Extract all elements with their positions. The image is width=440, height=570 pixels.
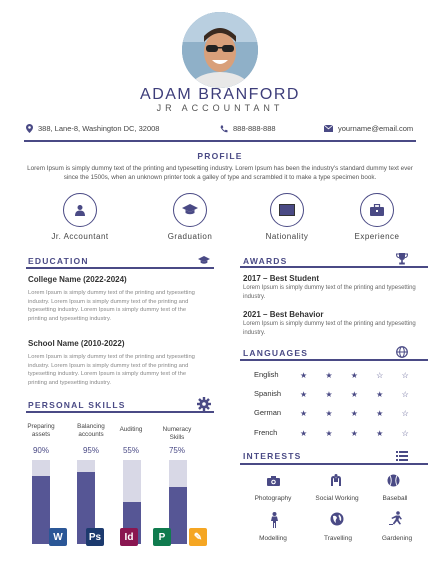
highlight-label: Jr. Accountant xyxy=(51,232,109,241)
award-text: Lorem Ipsum is simply dummy text of the printing and typesetting industry. xyxy=(243,285,416,300)
skill-label: Auditing xyxy=(119,426,143,433)
phone-text: 888-888-888 xyxy=(233,124,276,133)
job-title: JR ACCOUNTANT xyxy=(156,103,284,113)
indesign-icon: Id xyxy=(120,528,138,546)
languages-title: LANGUAGES xyxy=(243,348,309,358)
skill-percent: 95% xyxy=(82,446,99,455)
highlight-item xyxy=(242,193,332,241)
hands-icon xyxy=(330,474,342,487)
highlight-item xyxy=(145,193,235,241)
interest-label: Photography xyxy=(254,495,292,502)
envelope-icon xyxy=(324,125,333,132)
highlight-circle xyxy=(63,193,97,227)
camera-icon xyxy=(267,476,280,486)
photoshop-icon: Ps xyxy=(86,528,104,546)
gear-icon xyxy=(197,397,211,411)
skill-label: Balancing accounts xyxy=(77,423,105,438)
language-rating: ★ ★ ★ ★ ☆ xyxy=(300,409,417,418)
highlight-label: Experience xyxy=(354,232,400,241)
graduation-cap-icon xyxy=(182,204,198,216)
skills-divider xyxy=(26,411,214,413)
graduation-cap-icon xyxy=(198,256,210,265)
contact-address xyxy=(26,124,159,133)
language-rating: ★ ★ ★ ☆ ☆ xyxy=(300,371,417,380)
interest-label: Social Working xyxy=(315,495,359,502)
person-name: ADAM BRANFORD xyxy=(140,86,300,103)
award-text: Lorem Ipsum is simply dummy text of the printing and typesetting industry. xyxy=(243,321,416,336)
location-pin-icon xyxy=(26,124,33,133)
awards-divider xyxy=(240,266,428,268)
email-text: yourname@email.com xyxy=(338,124,414,133)
interests-title: INTERESTS xyxy=(243,451,302,461)
skill-label: Preparing assets xyxy=(27,423,55,438)
profile-photo xyxy=(182,12,258,88)
skills-title: PERSONAL SKILLS xyxy=(28,400,126,410)
highlight-item xyxy=(35,193,125,241)
address-text: 388, Lane-8, Washington DC, 32008 xyxy=(38,124,160,133)
highlight-label: Graduation xyxy=(167,232,213,241)
skill-label: Numeracy Skills xyxy=(162,426,192,441)
profile-title: PROFILE xyxy=(197,151,243,161)
school-name: School Name (2010-2022) xyxy=(28,339,125,348)
profile-text: Lorem Ipsum is simply dummy text of the printing and typesetting industry. Lorem Ipsum has been the industry's standard dummy text ever since the 1500s, when an unknown printer took a galley of type and scrambled it to make a type specimen book. xyxy=(27,165,413,181)
skill-bar-fill xyxy=(32,476,50,544)
phone-icon xyxy=(220,125,228,133)
education-title: EDUCATION xyxy=(28,256,89,266)
language-name: German xyxy=(254,408,282,417)
globe-icon xyxy=(396,346,408,358)
word-icon: W xyxy=(49,528,67,546)
language-name: English xyxy=(254,370,279,379)
model-icon xyxy=(269,512,280,528)
highlight-circle xyxy=(173,193,207,227)
skill-percent: 90% xyxy=(32,446,49,455)
skill-percent: 75% xyxy=(168,446,185,455)
contact-phone xyxy=(220,124,276,133)
award-name: 2017 – Best Student xyxy=(243,274,320,283)
highlight-circle xyxy=(270,193,304,227)
language-name: Spanish xyxy=(254,389,282,398)
skill-percent: 55% xyxy=(122,446,139,455)
contact-email xyxy=(324,124,413,133)
baseball-icon xyxy=(387,474,400,487)
language-name: French xyxy=(254,428,278,437)
college-name: College Name (2022-2024) xyxy=(28,275,127,284)
award-name: 2021 – Best Behavior xyxy=(243,310,324,319)
skill-bar-fill xyxy=(169,487,187,544)
highlight-circle xyxy=(360,193,394,227)
interest-label: Baseball xyxy=(382,495,408,502)
awards-title: AWARDS xyxy=(243,256,288,266)
interest-label: Modelling xyxy=(259,535,287,542)
list-icon xyxy=(396,451,408,461)
briefcase-icon xyxy=(370,204,384,216)
language-rating: ★ ★ ★ ★ ☆ xyxy=(300,429,417,438)
school-text: Lorem Ipsum is simply dummy text of the printing and typesetting industry. Lorem Ipsum is simply dummy text of the printing and typesetting industry. Lorem Ipsum is simply dummy text of the printing and typesetting industry. xyxy=(28,354,195,386)
gardening-icon xyxy=(389,511,403,525)
pages-icon: ✎ xyxy=(189,528,207,546)
skill-bar xyxy=(169,460,187,544)
globe-icon xyxy=(330,512,344,526)
interest-label: Travelling xyxy=(324,535,352,542)
education-divider xyxy=(26,267,214,269)
skill-bar xyxy=(32,460,50,544)
highlight-item xyxy=(332,193,422,241)
college-text: Lorem Ipsum is simply dummy text of the printing and typesetting industry. Lorem Ipsum is simply dummy text of the printing and typesetting industry. Lorem Ipsum is simply dummy text of the printing and typesetting industry. xyxy=(28,290,195,322)
header-divider xyxy=(24,140,416,142)
trophy-icon xyxy=(396,253,408,265)
languages-divider xyxy=(240,359,428,361)
interest-label: Gardening xyxy=(381,535,413,542)
language-rating: ★ ★ ★ ★ ☆ xyxy=(300,390,417,399)
publisher-icon: P xyxy=(153,528,171,546)
flag-icon xyxy=(279,204,295,216)
highlight-label: Nationality xyxy=(265,232,309,241)
interests-divider xyxy=(240,463,428,465)
person-icon xyxy=(74,204,86,216)
